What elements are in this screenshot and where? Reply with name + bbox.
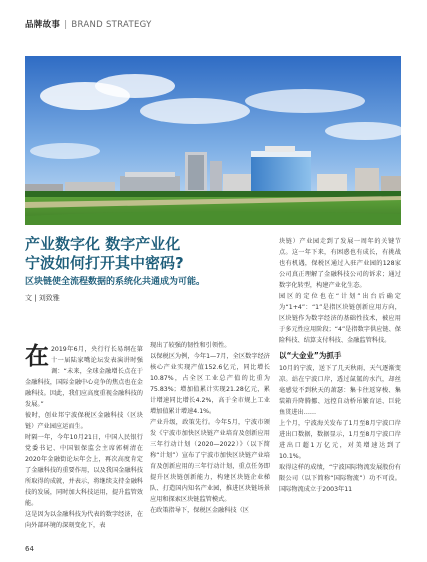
- section-header: [25, 18, 152, 30]
- paragraph: 取得这样的成绩，“宁波国际物流发展股份有限公司（以下简称“国际物流”）功不可没。国际物流成立于2003年11: [279, 464, 401, 493]
- paragraph: 10月的宁波，送下了几天秋雨，天气逐渐变凉。站在宁波口岸，透过氤氲的水汽，却丝毫感觉不到秋天的萧瑟：集卡往返穿梭、集装箱升降腾挪、远控自动桥吊繁育运、巨轮鱼贯进出……: [279, 365, 401, 416]
- office-park-illustration: [25, 56, 401, 225]
- article-subtitle: 区块链使全流程数据的系统化共通成为可能。: [25, 277, 206, 287]
- paragraph: 上个月，宁波海关发布了1月至8月宁波口岸进出口数据，数据显示，1月至8月宁波口岸进出口超1万亿元，对美增速达到了10.1%。: [279, 420, 401, 460]
- section-english: BRAND STRATEGY: [71, 20, 152, 30]
- title-line-1: 产业数字化 数字产业化: [25, 235, 181, 253]
- paragraph: 产业升级，政策先行。今年5月，宁波市颁发《宁波市加快区块链产业培育及创新应用三年行动计划（2020—2022）》（以下简称“计划”）宣布了宁波市加快区块链产业培育及创新应用的三年行动计划，重点任务即提升区块链创新能力，构建区块链企业梯队、打造国内知名产业园，推进区块链场景应用和探索区块链监管模式。: [150, 419, 270, 503]
- paragraph: 以保税区为例，今年1—7月，全区数字经济核心产业实现产值152.6亿元，同比增长10.87%，占全区工业总产值的比重为75.83%；增加值累计实现21.28亿元，累计增速同比增长4.2%，高于全市规上工业增加值累计增速4.1%。: [150, 353, 270, 415]
- section-name: 品牌故事: [25, 20, 61, 30]
- column-3: [279, 236, 401, 495]
- column-1: [25, 344, 143, 531]
- section-divider: |: [64, 20, 68, 30]
- paragraph: 块链）产业园走到了发展一周年的关键节点。这一年下来，有困惑也有成长，有挑战也有机遇，保税区通过入驻产业园的128家公司真正理解了金融科技公司的诉求；通过数字化转型，构建产业化生态。: [279, 238, 401, 289]
- column-2: [150, 340, 270, 516]
- paragraph: 现出了较强的韧性和引领性。: [150, 342, 231, 349]
- drop-cap: 在: [25, 342, 49, 370]
- paragraph: 园区的定位也在“计划”出台后确定为“1+4”：“1”是指区块链创新应用方向，区块链作为数字经济的基础性技术，被应用于多元性应用阶段；“4”是指数字供应链、保险科技、结算支付科技、金融监管科技。: [279, 293, 401, 344]
- article-title: [25, 235, 265, 273]
- paragraph: 时隔一年，今年10月21日，中国人民银行党委书记、中国银保监会主席郭树清在2020年金融街论坛年会上，再次高度肯定了金融科技的重要作用，以及我国金融科技所取得的成就，并表示，将继续支持金融科技的发展，同时加大科技运用，提升监管效能。: [25, 434, 143, 507]
- hero-photo: [25, 56, 401, 225]
- page-number: 64: [25, 545, 34, 553]
- section-subheading: 以“大金业”为抓手: [279, 351, 342, 360]
- byline: 文 | 刘致雅: [25, 294, 60, 302]
- paragraph: 2019年6月，央行行长易纲在第十一届陆家嘴论坛发表演讲时强调：“未来，全球金融增长点在于金融科技，国际金融中心竞争的焦点也在金融科技。因此，我们应高度重视金融科技的发展。”: [25, 346, 143, 408]
- paragraph: 这是因为以金融科技为代表的数字经济，在向外部环境的深刻变化下，表: [25, 511, 143, 529]
- title-line-2: 宁波如何打开其中密码?: [25, 254, 184, 272]
- paragraph: 彼时，创业邦宁波保税区金融科技（区块链）产业园应运而生。: [25, 412, 143, 430]
- paragraph: 在政策指导下，保税区金融科技（区: [150, 507, 249, 514]
